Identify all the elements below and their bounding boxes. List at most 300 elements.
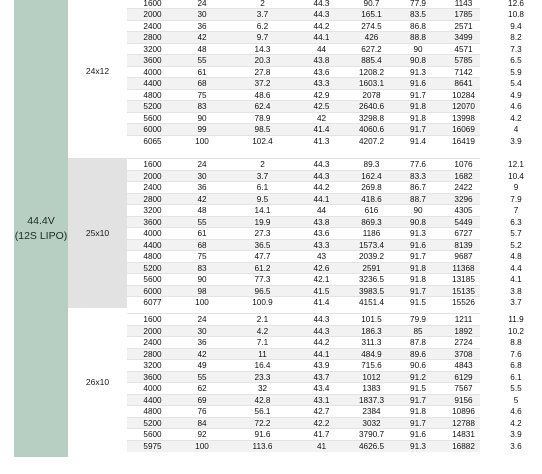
table-cell: 6000 [143, 286, 162, 296]
table-cell: 5.5 [510, 384, 522, 393]
table-cell: 91.3 [410, 67, 426, 77]
table-cell: 90 [197, 113, 207, 123]
table-cell: 61 [197, 229, 207, 238]
table-cell: 75 [197, 90, 207, 100]
table-cell: 1785 [454, 10, 473, 19]
table-cell: 885.4 [361, 56, 382, 65]
table-cell: 2000 [143, 10, 162, 19]
table-cell: 43.6 [313, 229, 330, 238]
table-row [127, 135, 522, 148]
table-cell: 7142 [454, 67, 473, 77]
table-cell: 5200 [143, 102, 162, 111]
table-cell: 16069 [452, 125, 475, 134]
table-cell: 4.8 [510, 252, 522, 261]
table-cell: 44.1 [313, 194, 330, 204]
table-cell: 484.9 [361, 349, 382, 359]
table-cell: 19.9 [254, 217, 271, 227]
table-cell: 4000 [143, 67, 162, 77]
table-cell: 311.3 [361, 338, 382, 347]
table-cell: 77.3 [254, 275, 271, 284]
table-cell: 2400 [143, 338, 162, 347]
table-cell: 2.1 [256, 315, 269, 324]
table-cell: 90.8 [410, 56, 426, 65]
table-cell: 41.5 [313, 286, 330, 296]
table-cell: 14.1 [254, 206, 271, 215]
table-cell: 1892 [454, 326, 473, 336]
table-cell: 42 [316, 113, 327, 123]
table-cell: 6727 [454, 229, 473, 238]
table-cell: 91.4 [410, 136, 426, 146]
table-cell: 42.1 [313, 275, 330, 284]
table-cell: 43.6 [313, 67, 330, 77]
table-cell: 42.8 [254, 395, 271, 405]
table-cell: 86.8 [410, 21, 426, 31]
table-cell: 3200 [143, 206, 162, 215]
table-cell: 90.7 [363, 0, 380, 8]
table-cell: 43.3 [313, 79, 330, 88]
table-cell: 3.8 [510, 286, 522, 296]
table-cell: 9.4 [510, 21, 522, 31]
table-cell: 43.9 [313, 361, 330, 370]
table-cell: 56.1 [254, 407, 271, 416]
table-row [127, 440, 522, 453]
table-cell: 43.8 [313, 217, 330, 227]
table-cell: 6.1 [510, 372, 522, 382]
table-cell: 30 [197, 171, 207, 181]
table-cell: 36 [197, 338, 207, 347]
table-cell: 5.4 [510, 79, 522, 88]
table-cell: 274.5 [361, 21, 382, 31]
table-cell: 76 [197, 407, 207, 416]
prop-size: 24x12 [68, 0, 127, 146]
table-cell: 1383 [362, 384, 381, 393]
table-cell: 2591 [362, 263, 381, 273]
table-cell: 4.6 [510, 102, 522, 111]
table-cell: 79.9 [410, 315, 426, 324]
table-cell: 72.2 [254, 418, 271, 428]
table-cell: 3.7 [510, 298, 522, 307]
table-cell: 6.1 [256, 183, 269, 192]
table-cell: 3.9 [510, 136, 522, 146]
table-cell: 2422 [454, 183, 473, 192]
table-cell: 5600 [143, 275, 162, 284]
table-cell: 48 [197, 44, 207, 54]
table-cell: 616 [364, 206, 379, 215]
table-cell: 7.6 [510, 349, 522, 359]
table-cell: 44.3 [313, 0, 330, 8]
table-cell: 7 [513, 206, 519, 215]
table-cell: 4.2 [256, 326, 269, 336]
table-cell: 90 [413, 206, 423, 215]
table-cell: 24 [197, 0, 207, 8]
table-cell: 3499 [454, 33, 473, 42]
table-row [127, 296, 522, 309]
table-cell: 5785 [454, 56, 473, 65]
table-cell: 1600 [143, 160, 162, 169]
table-cell: 83 [197, 263, 207, 273]
table-cell: 14.3 [254, 44, 271, 54]
table-cell: 15135 [452, 286, 475, 296]
table-cell: 6.8 [510, 361, 522, 370]
table-cell: 91.6 [254, 430, 271, 439]
prop-block [68, 158, 524, 308]
table-cell: 89.3 [363, 160, 380, 169]
table-cell: 44.1 [313, 349, 330, 359]
table-cell: 91.3 [410, 441, 426, 451]
table-cell: 24 [197, 160, 207, 169]
table-cell: 91.7 [410, 418, 426, 428]
table-cell: 20.3 [254, 56, 271, 65]
table-cell: 90.6 [410, 361, 426, 370]
table-cell: 44.1 [313, 33, 330, 42]
table-cell: 4 [513, 125, 519, 134]
table-cell: 43.8 [313, 56, 330, 65]
table-cell: 55 [197, 217, 207, 227]
table-cell: 4.4 [510, 263, 522, 273]
table-cell: 4400 [143, 395, 162, 405]
table-cell: 269.8 [361, 183, 382, 192]
table-cell: 4.1 [510, 275, 522, 284]
table-cell: 44.2 [313, 183, 330, 192]
table-cell: 43.7 [313, 372, 330, 382]
table-cell: 869.3 [361, 217, 382, 227]
table-cell: 10.4 [508, 171, 524, 181]
table-cell: 1573.4 [358, 240, 385, 250]
table-cell: 98.5 [254, 125, 271, 134]
table-cell: 5600 [143, 430, 162, 439]
table-cell: 2078 [362, 90, 381, 100]
table-cell: 3.7 [256, 171, 269, 181]
table-cell: 42.7 [313, 407, 330, 416]
table-cell: 3600 [143, 217, 162, 227]
table-cell: 2 [260, 160, 265, 169]
table-cell: 2384 [362, 407, 381, 416]
table-cell: 5 [513, 395, 519, 405]
table-cell: 41.4 [313, 125, 330, 134]
battery-type: (12S LIPO) [14, 229, 68, 242]
table-cell: 4207.2 [358, 136, 385, 146]
prop-size: 25x10 [68, 158, 127, 308]
table-cell: 44.2 [313, 21, 330, 31]
table-cell: 61 [197, 67, 207, 77]
table-cell: 12.6 [508, 0, 524, 8]
table-cell: 91.8 [410, 407, 426, 416]
table-cell: 42.9 [313, 90, 330, 100]
table-cell: 12070 [452, 102, 475, 111]
table-cell: 2800 [143, 349, 162, 359]
table-cell: 4400 [143, 79, 162, 88]
table-cell: 42.2 [313, 418, 330, 428]
prop-block [68, 0, 524, 146]
table-cell: 3708 [454, 349, 473, 359]
table-cell: 4571 [454, 44, 473, 54]
table-cell: 91.7 [410, 252, 426, 261]
table-cell: 91.6 [410, 240, 426, 250]
prop-block [68, 313, 524, 451]
table-cell: 3600 [143, 372, 162, 382]
table-cell: 90 [413, 44, 423, 54]
table-cell: 9.7 [256, 33, 269, 42]
table-cell: 30 [197, 326, 207, 336]
table-cell: 3236.5 [358, 275, 385, 284]
table-cell: 1603.1 [358, 79, 385, 88]
table-cell: 10.2 [508, 326, 524, 336]
table-cell: 4800 [143, 252, 162, 261]
table-cell: 4843 [454, 361, 473, 370]
table-cell: 2800 [143, 194, 162, 204]
table-cell: 101.5 [361, 315, 382, 324]
table-cell: 91.6 [410, 79, 426, 88]
table-cell: 36 [197, 183, 207, 192]
table-cell: 16419 [452, 136, 475, 146]
table-cell: 5.7 [510, 229, 522, 238]
table-cell: 48.6 [254, 90, 271, 100]
table-cell: 3032 [362, 418, 381, 428]
table-cell: 11.9 [508, 315, 524, 324]
table-cell: 47.7 [254, 252, 271, 261]
table-cell: 7.3 [510, 44, 522, 54]
table-cell: 24 [197, 315, 207, 324]
table-cell: 44.3 [313, 315, 330, 324]
table-cell: 9.5 [256, 194, 269, 204]
table-cell: 30 [197, 10, 207, 19]
table-cell: 1143 [454, 0, 473, 8]
table-cell: 113.6 [252, 441, 273, 451]
table-cell: 37.2 [254, 79, 271, 88]
table-cell: 4400 [143, 240, 162, 250]
table-cell: 6.2 [256, 21, 269, 31]
table-cell: 42.6 [313, 263, 330, 273]
table-cell: 13998 [452, 113, 475, 123]
table-cell: 55 [197, 56, 207, 65]
table-cell: 100 [195, 298, 209, 307]
table-cell: 5200 [143, 263, 162, 273]
table-cell: 13185 [452, 275, 475, 284]
table-cell: 100 [195, 441, 209, 451]
table-cell: 83 [197, 102, 207, 111]
table-cell: 5.2 [510, 240, 522, 250]
table-cell: 3.7 [256, 10, 269, 19]
table-cell: 4.9 [510, 90, 522, 100]
table-cell: 44.3 [313, 171, 330, 181]
table-cell: 91.8 [410, 275, 426, 284]
table-cell: 2400 [143, 21, 162, 31]
table-cell: 3200 [143, 44, 162, 54]
table-cell: 87.8 [410, 338, 426, 347]
prop-size: 26x10 [68, 313, 127, 451]
table-cell: 1208.2 [358, 67, 385, 77]
table-cell: 83.5 [410, 10, 426, 19]
table-cell: 41.7 [313, 430, 330, 439]
table-cell: 90 [197, 275, 207, 284]
voltage-label [14, 0, 68, 457]
table-cell: 86.7 [410, 183, 426, 192]
table-cell: 43 [316, 252, 327, 261]
table-cell: 7.1 [256, 338, 269, 347]
table-cell: 44 [316, 206, 327, 215]
table-cell: 102.4 [252, 136, 273, 146]
table-cell: 68 [197, 79, 207, 88]
table-cell: 77.6 [410, 160, 426, 169]
table-cell: 3200 [143, 361, 162, 370]
table-cell: 6065 [143, 136, 162, 146]
table-cell: 2571 [454, 21, 473, 31]
table-cell: 85 [413, 326, 423, 336]
table-cell: 42 [197, 33, 207, 42]
table-cell: 36 [197, 21, 207, 31]
table-cell: 69 [197, 395, 207, 405]
table-cell: 6129 [454, 372, 473, 382]
table-cell: 4.2 [510, 113, 522, 123]
table-cell: 12.1 [508, 160, 524, 169]
table-cell: 3983.5 [358, 286, 385, 296]
table-cell: 3600 [143, 56, 162, 65]
table-cell: 89.6 [410, 349, 426, 359]
table-cell: 4305 [454, 206, 473, 215]
table-cell: 55 [197, 372, 207, 382]
table-cell: 62 [197, 384, 207, 393]
table-cell: 4060.6 [358, 125, 385, 134]
table-cell: 4.2 [510, 418, 522, 428]
table-cell: 23.3 [254, 372, 271, 382]
table-cell: 627.2 [361, 44, 382, 54]
table-cell: 92 [197, 430, 207, 439]
table-cell: 11368 [452, 263, 475, 273]
table-cell: 68 [197, 240, 207, 250]
table-cell: 8.8 [510, 338, 522, 347]
table-cell: 4000 [143, 384, 162, 393]
table-cell: 91.8 [410, 102, 426, 111]
table-cell: 4800 [143, 90, 162, 100]
table-cell: 1012 [362, 372, 381, 382]
table-cell: 43.3 [313, 240, 330, 250]
table-cell: 2400 [143, 183, 162, 192]
table-cell: 41 [316, 441, 327, 451]
table-cell: 91.3 [410, 229, 426, 238]
table-cell: 3296 [454, 194, 473, 204]
table-cell: 1682 [454, 171, 473, 181]
table-cell: 4151.4 [358, 298, 385, 307]
table-cell: 91.7 [410, 286, 426, 296]
table-cell: 43.4 [313, 384, 330, 393]
table-cell: 1076 [454, 160, 473, 169]
table-cell: 96.5 [254, 286, 271, 296]
table-cell: 41.3 [313, 136, 330, 146]
table-cell: 9687 [454, 252, 473, 261]
table-cell: 44.3 [313, 160, 330, 169]
table-cell: 10896 [452, 407, 475, 416]
table-cell: 12788 [452, 418, 475, 428]
table-cell: 15526 [452, 298, 475, 307]
table-cell: 11 [258, 349, 267, 359]
table-cell: 1211 [454, 315, 473, 324]
table-cell: 83.3 [410, 171, 426, 181]
table-cell: 100 [195, 136, 209, 146]
table-cell: 6.5 [510, 56, 522, 65]
table-cell: 91.6 [410, 430, 426, 439]
table-cell: 4626.5 [358, 441, 385, 451]
table-cell: 10284 [452, 90, 475, 100]
table-cell: 5600 [143, 113, 162, 123]
table-cell: 5975 [143, 441, 162, 451]
table-cell: 42 [197, 194, 207, 204]
table-cell: 418.6 [361, 194, 382, 204]
table-cell: 5.9 [510, 67, 522, 77]
table-cell: 165.1 [361, 10, 382, 19]
table-cell: 426 [364, 33, 379, 42]
table-cell: 90.8 [410, 217, 426, 227]
table-cell: 4000 [143, 229, 162, 238]
table-cell: 100.9 [252, 298, 273, 307]
table-cell: 9 [513, 183, 519, 192]
table-cell: 5200 [143, 418, 162, 428]
table-cell: 98 [197, 286, 207, 296]
table-cell: 1186 [362, 229, 381, 238]
table-cell: 36.5 [254, 240, 271, 250]
table-cell: 91.5 [410, 384, 426, 393]
table-cell: 61.2 [254, 263, 271, 273]
table-cell: 162.4 [361, 171, 382, 181]
table-cell: 88.7 [410, 194, 426, 204]
table-cell: 44.3 [313, 10, 330, 19]
table-cell: 2039.2 [358, 252, 385, 261]
table-cell: 7567 [454, 384, 473, 393]
table-cell: 41.4 [313, 298, 330, 307]
table-cell: 2 [260, 0, 265, 8]
table-cell: 77.9 [410, 0, 426, 8]
table-cell: 44.2 [313, 338, 330, 347]
table-cell: 78.9 [254, 113, 271, 123]
table-cell: 42.5 [313, 102, 330, 111]
voltage-value: 44.4V [27, 214, 55, 227]
table-cell: 3.6 [510, 441, 522, 451]
table-cell: 49 [197, 361, 207, 370]
table-cell: 16.4 [254, 361, 271, 370]
table-cell: 8139 [454, 240, 473, 250]
table-cell: 88.8 [410, 33, 426, 42]
table-cell: 43.1 [313, 395, 330, 405]
table-cell: 48 [197, 206, 207, 215]
table-cell: 6.3 [510, 217, 522, 227]
table-cell: 8641 [454, 79, 473, 88]
table-cell: 5449 [454, 217, 473, 227]
table-cell: 42 [197, 349, 207, 359]
table-cell: 2000 [143, 326, 162, 336]
table-cell: 91.7 [410, 125, 426, 134]
table-cell: 3298.8 [358, 113, 385, 123]
table-cell: 2724 [454, 338, 473, 347]
table-cell: 2640.6 [358, 102, 385, 111]
table-cell: 715.6 [361, 361, 382, 370]
table-cell: 27.3 [254, 229, 271, 238]
table-cell: 44 [316, 44, 327, 54]
table-cell: 3.9 [510, 430, 522, 439]
table-cell: 2000 [143, 171, 162, 181]
table-cell: 9156 [454, 395, 473, 405]
table-cell: 7.9 [510, 194, 522, 204]
table-cell: 10.8 [508, 10, 524, 19]
table-cell: 62.4 [254, 102, 271, 111]
table-cell: 84 [197, 418, 207, 428]
table-cell: 99 [197, 125, 207, 134]
table-cell: 91.7 [410, 90, 426, 100]
table-cell: 1600 [143, 315, 162, 324]
table-cell: 32 [257, 384, 268, 393]
table-cell: 2800 [143, 33, 162, 42]
table-cell: 14831 [452, 430, 475, 439]
table-cell: 91.8 [410, 263, 426, 273]
table-cell: 1600 [143, 0, 162, 8]
